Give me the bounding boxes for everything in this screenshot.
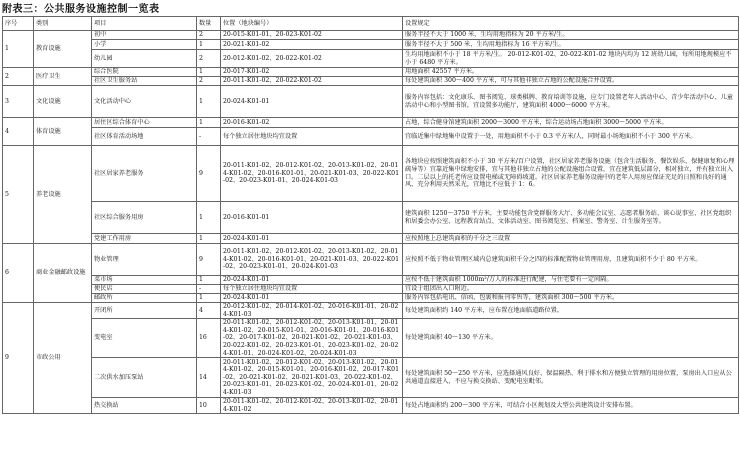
quantity-cell: 4 [197,303,221,319]
rule-cell: 应按不低于建筑面积 1000m²/万人的标准进行配建，与住宅要有一定间隔。 [403,276,739,285]
category-cell: 文化设施 [34,86,92,118]
quantity-cell: 14 [197,358,221,398]
rule-cell: 每处建筑面积约 140 平方米，应布置在地面临道路位置。 [403,303,739,319]
location-cell: 20-011-K01-02、20-012-K01-02、20-013-K01-02、20-014-K01-02、20-015-K01-01、20-016-K01-02、20-017-K01-02、20-021-K01-02、20-021-K01-03、20-022-K01-02、20-023-K01-01、20-023-K01-02、20-024-K01-01、20-024-K01-03 [221,358,403,398]
table-row [3,303,739,319]
rule-cell: 每处建筑面积 300～400 平方米，可与其他非独立占地的公配设施合并设置。 [403,77,739,86]
table-row [3,244,739,276]
rule-cell: 服务内容包括：文化康乐、图书阅览、球类棋牌、教育培训等设施，应专门设置老年人活动中心、青少年活动中心、儿童活动中心和小型图书馆，宜设置多功能厅，建筑面积 4000～6000 平方米。 [403,86,739,118]
quantity-cell: 1 [197,276,221,285]
item-cell: 文化活动中心 [92,86,197,118]
rule-cell: 应按照地上总建筑面积的千分之三设置 [403,234,739,244]
table-row [3,319,739,358]
quantity-cell: 1 [197,294,221,303]
item-cell: 邮政所 [92,294,197,303]
rule-cell: 应按照不低于物业管理区域内总建筑面积千分之四的标准配置物业管理用房，且建筑面积不少于 80 平方米。 [403,244,739,276]
rule-cell: 用地面积 42557 平方米。 [403,68,739,77]
rule-cell: 建筑面积 1250～3750 平方米，主要功能包含党群服务大厅、多功能会议室、志愿者服务站、谈心说事室、社区党组织和居委会办公室、远程教育站点、文体活动室、图书阅览室、档案室、警务室、计生服务室等。 [403,202,739,234]
table-row [3,40,739,50]
header-cell: 类别 [34,17,92,31]
item-cell: 社区综合服务用房 [92,202,197,234]
item-cell: 变电室 [92,319,197,358]
location-cell: 20-011-K01-02、20-012-K01-02、20-013-K01-02、20-014-K01-02、20-016-K01-01、20-021-K01-03、20-022-K01-02、20-023-K01-01、20-024-K01-03 [221,146,403,202]
location-cell: 20-021-K01-02 [221,40,403,50]
location-cell: 20-012-K01-02、20-022-K01-02 [221,50,403,68]
rule-cell: 生均用地面积不小于 18 平方米/生。 20-012-K01-02、20-022-K01-02 地块内均为 12 班幼儿园，每所用地规模应不小于 6480 平方米。 [403,50,739,68]
rule-cell: 宜临近集中绿地集中设置于一处，用地面积不小于 0.3 平方米/人，同时最小场地面积不小于 300 平方米。 [403,128,739,146]
item-cell: 社区居家养老服务 [92,146,197,202]
category-cell: 商业金融邮政设施 [34,244,92,303]
table-row [3,50,739,68]
row-number-cell: 3 [3,86,34,118]
location-cell: 每个独立居住地块均宜设置 [221,285,403,294]
table-row [3,285,739,294]
location-cell: 20-024-K01-01 [221,86,403,118]
item-cell: 居住区综合体育中心 [92,118,197,128]
item-cell: 社区体育活动场地 [92,128,197,146]
row-number-cell: 2 [3,68,34,86]
quantity-cell: 10 [197,398,221,414]
table-row [3,68,739,77]
table-row [3,358,739,398]
location-cell: 20-012-K01-02、20-014-K01-02、20-016-K01-01、20-024-K01-03 [221,303,403,319]
location-cell: 20-017-K01-02 [221,68,403,77]
header-cell: 项目 [92,17,197,31]
header-cell: 数量 [197,17,221,31]
item-cell: 综合医院 [92,68,197,77]
quantity-cell: 2 [197,77,221,86]
location-cell: 20-024-K01-01 [221,234,403,244]
rule-cell: 宜设于组团出入口附近。 [403,285,739,294]
item-cell: 党建工作用房 [92,234,197,244]
item-cell: 小学 [92,40,197,50]
header-cell: 位置（地块编号） [221,17,403,31]
location-cell: 20-011-K01-02、20-012-K01-02、20-013-K01-02、20-014-K01-02 [221,398,403,414]
facility-control-table [2,16,739,414]
quantity-cell: 1 [197,86,221,118]
table-row [3,234,739,244]
header-row [3,17,739,31]
location-cell: 20-011-K01-02、20-012-K01-02、20-013-K01-02、20-014-K01-02、20-016-K01-01、20-021-K01-03、20-022-K01-02、20-023-K01-01、20-024-K01-03 [221,244,403,276]
quantity-cell: 1 [197,234,221,244]
rule-cell: 服务半径不大于 500 米，生均用地指标为 16 平方米/生。 [403,40,739,50]
quantity-cell: 2 [197,50,221,68]
item-cell: 物业管理 [92,244,197,276]
rule-cell: 服务内容包括电讯、信函、包裹和报刊零售等，建筑面积 300～500 平方米。 [403,294,739,303]
rule-cell: 各地块应按照建筑面积不小于 30 平方米/百户设置，社区居家养老服务设施（包含生活服务、餐饮娱乐、保健康复和心理疏导等）宜靠近集中绿地安排，宜与其他非独立占地的公配设施组合设置，宜在建筑低层部分，相对独立，并有独立出入口。二层以上的托老所应设置电梯或无障碍坡道。社区居家养老服务设施中的老年人用房应保证充足的日照和良好的通风，充分利用天然采光，宜地比不应低于 1：6。 [403,146,739,202]
location-cell: 20-011-K01-02、20-012-K01-02、20-013-K01-01、20-014-K01-02、20-015-K01-01、20-016-K01-01、20-016-K01-02、20-017-K01-02、20-021-K01-02、20-021-K01-03、20-022-K01-02、20-023-K01-01、20-023-K01-02、20-024-K01-01、20-024-K01-02、20-024-K01-03 [221,319,403,358]
location-cell: 20-024-K01-01 [221,276,403,285]
table-row [3,146,739,202]
row-number-cell: 9 [3,303,34,414]
location-cell: 20-015-K01-01、20-023-K01-02 [221,31,403,40]
rule-cell: 占地，综合健身馆建筑面积 2000～3000 平方米，综合运动场占地面积 3000～5000 平方米。 [403,118,739,128]
category-cell: 医疗卫生 [34,68,92,86]
location-cell: 20-024-K01-01 [221,294,403,303]
rule-cell: 服务半径不大于 1000 米，生均用地指标为 20 平方米/生。 [403,31,739,40]
table-row [3,276,739,285]
table-row [3,31,739,40]
item-cell: 幼儿园 [92,50,197,68]
rule-cell: 每处占地面积约 200～300 平方米，可结合小区规划及大型公共建筑设计安排布置。 [403,398,739,414]
quantity-cell: 1 [197,202,221,234]
category-cell: 市政公用 [34,303,92,414]
row-number-cell: 1 [3,31,34,68]
quantity-cell: - [197,285,221,294]
quantity-cell: - [197,128,221,146]
rule-cell: 每处建筑面积 50～250 平方米，应选择通风良好、保温隔热、利于排水和方便独立管理的用房位置，泵房出入口应从公共通道直接进入，不应与换交换站、变配电室毗邻。 [403,358,739,398]
table-row [3,86,739,118]
header-cell: 序号 [3,17,34,31]
item-cell: 菜市场 [92,276,197,285]
location-cell: 20-011-K01-02、20-022-K01-02 [221,77,403,86]
item-cell: 二次供水加压泵站 [92,358,197,398]
header-cell: 设置规定 [403,17,739,31]
table-row [3,128,739,146]
table-row [3,398,739,414]
quantity-cell: 1 [197,118,221,128]
table-row [3,118,739,128]
quantity-cell: 16 [197,319,221,358]
table-row [3,77,739,86]
category-cell: 体育设施 [34,118,92,146]
table-row [3,202,739,234]
quantity-cell: 9 [197,146,221,202]
quantity-cell: 2 [197,31,221,40]
category-cell: 教育设施 [34,31,92,68]
quantity-cell: 9 [197,244,221,276]
row-number-cell: 5 [3,146,34,244]
row-number-cell: 6 [3,244,34,303]
location-cell: 20-016-K01-02 [221,118,403,128]
location-cell: 每个独立居住地块均宜设置 [221,128,403,146]
item-cell: 便民店 [92,285,197,294]
location-cell: 20-016-K01-01 [221,202,403,234]
table-row [3,294,739,303]
row-number-cell: 4 [3,118,34,146]
category-cell: 养老设施 [34,146,92,244]
item-cell: 社区卫生服务站 [92,77,197,86]
quantity-cell: 1 [197,40,221,50]
item-cell: 初中 [92,31,197,40]
rule-cell: 每处建筑面积 40～130 平方米。 [403,319,739,358]
quantity-cell: 1 [197,68,221,77]
item-cell: 热交换站 [92,398,197,414]
table-title: 附表三：公共服务设施控制一览表 [2,4,160,15]
item-cell: 开闭所 [92,303,197,319]
